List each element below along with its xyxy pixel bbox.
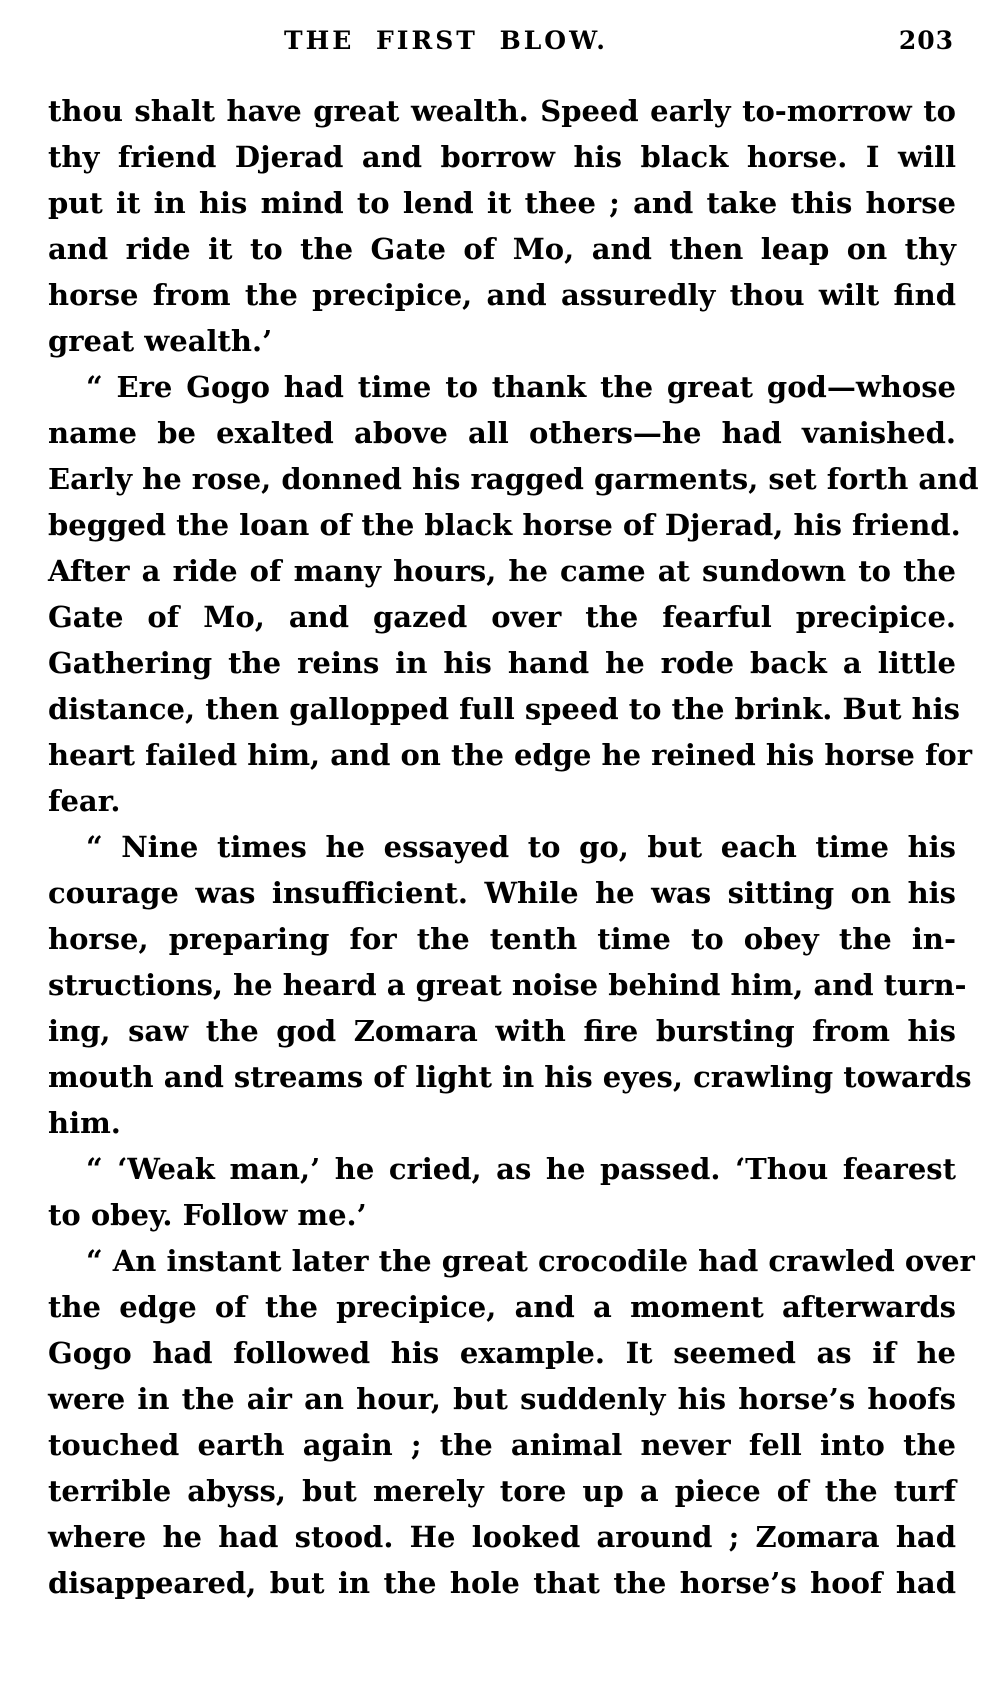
- text-line: where he had stood. He looked around ; Zomara had: [48, 1520, 956, 1554]
- text-line: “ Nine times he essayed to go, but each time his: [86, 830, 956, 864]
- paragraph: [48, 824, 972, 1146]
- text-line: distance, then gallopped full speed to the brink. But his: [48, 692, 961, 726]
- text-line: name be exalted above all others—he had vanished.: [48, 416, 956, 450]
- paragraph: [48, 1146, 956, 1238]
- text-line: horse, preparing for the tenth time to obey the in-: [48, 922, 956, 956]
- text-line: thou shalt have great wealth. Speed early to-morrow to: [48, 94, 956, 128]
- text-line: begged the loan of the black horse of Djerad, his friend.: [48, 508, 961, 542]
- text-line: to obey. Follow me.’: [48, 1198, 367, 1232]
- text-line: Gate of Mo, and gazed over the fearful precipice.: [48, 600, 956, 634]
- text-line: were in the air an hour, but suddenly his horse’s hoofs: [48, 1382, 956, 1416]
- page-text: [48, 88, 979, 1606]
- text-line: “ Ere Gogo had time to thank the great god—whose: [86, 370, 956, 404]
- text-line: and ride it to the Gate of Mo, and then leap on thy: [48, 232, 956, 266]
- text-line: disappeared, but in the hole that the horse’s hoof had: [48, 1566, 956, 1600]
- text-line: After a ride of many hours, he came at sundown to the: [48, 554, 956, 588]
- text-line: Early he rose, donned his ragged garments, set forth and: [48, 462, 979, 496]
- text-line: put it in his mind to lend it thee ; and take this horse: [48, 186, 956, 220]
- text-line: structions, he heard a great noise behind him, and turn-: [48, 968, 967, 1002]
- text-line: touched earth again ; the animal never fell into the: [48, 1428, 956, 1462]
- text-line: terrible abyss, but merely tore up a piece of the turf: [48, 1474, 956, 1508]
- text-line: horse from the precipice, and assuredly thou wilt find: [48, 278, 956, 312]
- paragraph: [48, 1238, 975, 1606]
- text-line: thy friend Djerad and borrow his black horse. I will: [48, 140, 956, 174]
- text-line: courage was insufficient. While he was sitting on his: [48, 876, 956, 910]
- page-header: [48, 26, 954, 58]
- text-line: “ An instant later the great crocodile had crawled over: [86, 1244, 975, 1278]
- text-line: heart failed him, and on the edge he reined his horse for: [48, 738, 973, 772]
- text-line: ing, saw the god Zomara with fire bursting from his: [48, 1014, 956, 1048]
- running-title: THE FIRST BLOW.: [284, 26, 608, 55]
- text-line: “ ‘Weak man,’ he cried, as he passed. ‘Thou fearest: [86, 1152, 956, 1186]
- text-line: mouth and streams of light in his eyes, crawling towards: [48, 1060, 972, 1094]
- text-line: great wealth.’: [48, 324, 273, 358]
- text-line: the edge of the precipice, and a moment afterwards: [48, 1290, 956, 1324]
- text-line: Gogo had followed his example. It seemed as if he: [48, 1336, 956, 1370]
- text-line: fear.: [48, 784, 121, 818]
- paragraph: [48, 88, 956, 364]
- text-line: him.: [48, 1106, 121, 1140]
- paragraph: [48, 364, 979, 824]
- page-number: 203: [898, 26, 954, 55]
- text-line: Gathering the reins in his hand he rode back a little: [48, 646, 956, 680]
